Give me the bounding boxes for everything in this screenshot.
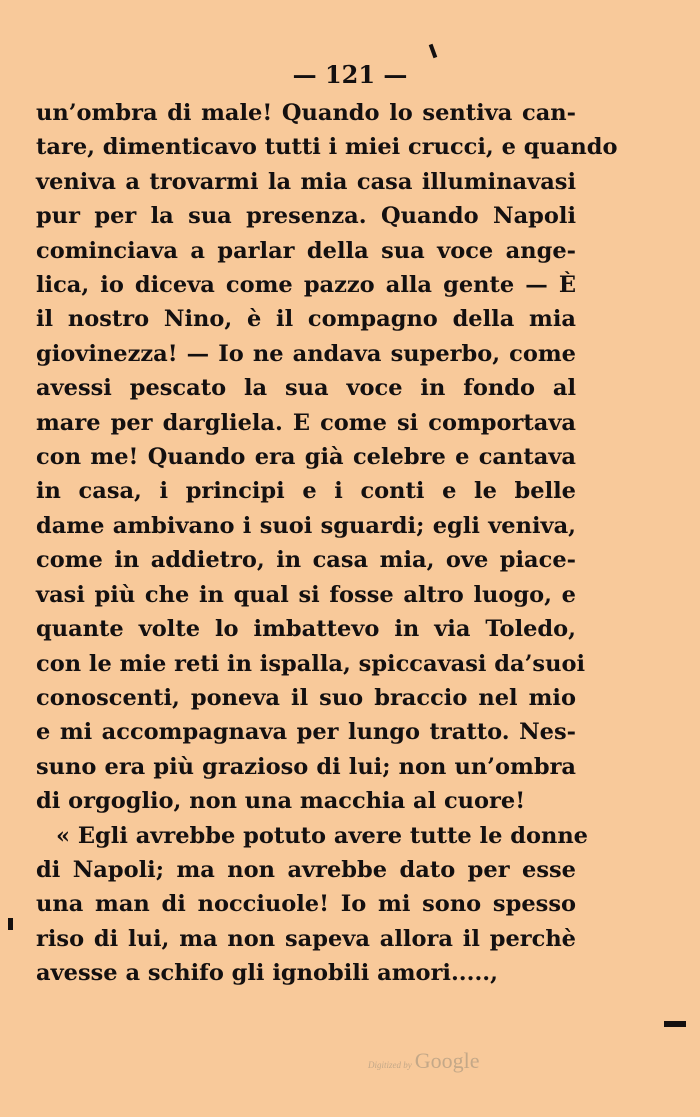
text-line: mare per dargliela. E come si comportava — [36, 409, 576, 436]
text-line: quante volte lo imbattevo in via Toledo, — [36, 616, 576, 643]
margin-speck-right — [664, 1021, 686, 1027]
text-line: in casa, i principi e i conti e le belle — [36, 478, 576, 505]
text-line: e mi accompagnava per lungo tratto. Nes- — [36, 719, 576, 746]
text-line: di Napoli; ma non avrebbe dato per esse — [36, 856, 576, 883]
text-line: con le mie reti in ispalla, spiccavasi da’suoi — [36, 650, 585, 677]
text-line: riso di lui, ma non sapeva allora il perchè — [36, 925, 576, 952]
page-number: — 121 — — [292, 60, 408, 89]
text-line: avesse a schifo gli ignobili amori....., — [36, 960, 498, 987]
text-line: tare, dimenticavo tutti i miei crucci, e quando — [36, 134, 618, 161]
text-line: avessi pescato la sua voce in fondo al — [36, 375, 576, 402]
margin-speck-left — [8, 918, 13, 930]
text-line: giovinezza! — Io ne andava superbo, come — [36, 340, 576, 367]
text-line: suno era più grazioso di lui; non un’ombra — [36, 753, 576, 780]
text-line: una man di nocciuole! Io mi sono spesso — [36, 891, 576, 918]
text-line: veniva a trovarmi la mia casa illuminavasi — [36, 168, 576, 195]
text-line: di orgoglio, non una macchia al cuore! — [36, 788, 526, 815]
text-line: pur per la sua presenza. Quando Napoli — [36, 203, 576, 230]
text-line: dame ambivano i suoi sguardi; egli veniva, — [36, 512, 576, 539]
text-line: il nostro Nino, è il compagno della mia — [36, 306, 576, 333]
text-line: come in addietro, in casa mia, ove piace- — [36, 547, 576, 574]
ink-speck-top — [429, 44, 438, 59]
google-logo: Google — [414, 1048, 480, 1073]
text-line: cominciava a parlar della sua voce ange- — [36, 237, 576, 264]
watermark-prefix: Digitized by — [368, 1060, 412, 1070]
text-line: conoscenti, poneva il suo braccio nel mio — [36, 684, 576, 711]
body-text — [36, 96, 618, 991]
text-line: vasi più che in qual si fosse altro luogo, e — [36, 581, 576, 608]
text-line: un’ombra di male! Quando lo sentiva can- — [36, 100, 576, 126]
text-line: con me! Quando era già celebre e cantava — [36, 444, 576, 471]
text-line: lica, io diceva come pazzo alla gente — È — [36, 272, 576, 299]
digitized-watermark — [368, 1048, 480, 1074]
text-line: « Egli avrebbe potuto avere tutte le donne — [56, 822, 588, 849]
